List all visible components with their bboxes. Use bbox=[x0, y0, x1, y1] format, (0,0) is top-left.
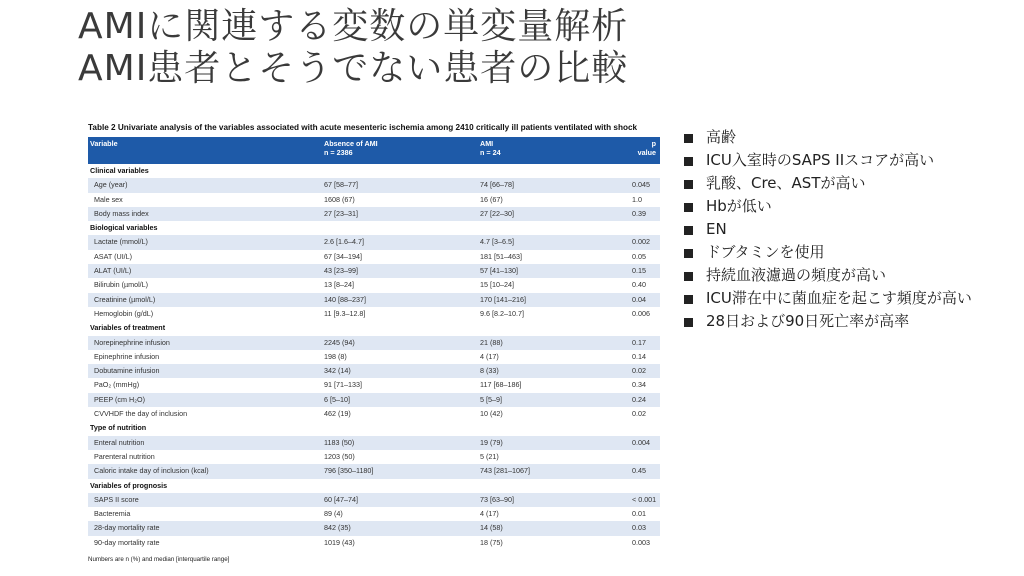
cell-ami: 8 (33) bbox=[478, 364, 630, 378]
cell-variable: ALAT (UI/L) bbox=[88, 264, 322, 278]
bullet-text: 乳酸、Cre、ASTが高い bbox=[706, 174, 866, 192]
bullet-item bbox=[684, 287, 1014, 310]
square-bullet-icon bbox=[684, 226, 693, 235]
table-row bbox=[88, 493, 660, 507]
cell-variable: Enteral nutrition bbox=[88, 436, 322, 450]
table-section-row bbox=[88, 164, 660, 178]
cell-ami: 4 (17) bbox=[480, 509, 499, 519]
table-row bbox=[88, 250, 660, 264]
cell-variable: 90-day mortality rate bbox=[94, 537, 160, 547]
cell-variable: ASAT (UI/L) bbox=[94, 251, 133, 261]
cell-ami: 4 (17) bbox=[480, 351, 499, 361]
bullet-item bbox=[684, 218, 1014, 241]
table-section-row bbox=[88, 321, 660, 335]
cell-variable: Creatinine (µmol/L) bbox=[88, 293, 322, 307]
bullet-item bbox=[684, 241, 1014, 264]
bullet-text: 28日および90日死亡率が高率 bbox=[706, 312, 910, 330]
univariate-table bbox=[88, 137, 660, 550]
cell-ami: 9.6 [8.2–10.7] bbox=[480, 308, 524, 318]
cell-pvalue: 0.01 bbox=[632, 509, 646, 519]
table-row bbox=[88, 207, 660, 221]
cell-pvalue: 0.40 bbox=[632, 280, 646, 290]
slide-title-line-1: AMIに関連する変数の単変量解析 bbox=[78, 6, 629, 47]
cell-pvalue: 0.05 bbox=[632, 251, 646, 261]
table-row bbox=[88, 450, 660, 464]
cell-variable: Norepinephrine infusion bbox=[88, 336, 322, 350]
cell-ami: 21 (88) bbox=[478, 336, 630, 350]
cell-pvalue: 0.04 bbox=[630, 293, 660, 307]
cell-ami: 4.7 [3–6.5] bbox=[478, 235, 630, 249]
cell-ami: 181 [51–463] bbox=[480, 251, 522, 261]
cell-ami: 74 [66–78] bbox=[478, 178, 630, 192]
table-row bbox=[88, 436, 660, 450]
cell-absence-ami: 67 [34–194] bbox=[324, 251, 362, 261]
cell-variable: PEEP (cm H₂O) bbox=[88, 393, 322, 407]
cell-variable: Hemoglobin (g/dL) bbox=[94, 308, 154, 318]
bullet-item bbox=[684, 195, 1014, 218]
bullet-item bbox=[684, 310, 1014, 333]
bullet-item bbox=[684, 149, 1014, 172]
table-row bbox=[88, 364, 660, 378]
table-row bbox=[88, 235, 660, 249]
cell-variable: PaO₂ (mmHg) bbox=[94, 380, 140, 390]
cell-pvalue: 0.02 bbox=[630, 364, 660, 378]
table-body bbox=[88, 164, 660, 550]
square-bullet-icon bbox=[684, 157, 693, 166]
cell-absence-ami: 342 (14) bbox=[322, 364, 478, 378]
cell-variable: SAPS II score bbox=[88, 493, 322, 507]
cell-absence-ami: 198 (8) bbox=[324, 351, 347, 361]
table-row bbox=[88, 264, 660, 278]
cell-pvalue: 0.02 bbox=[632, 409, 646, 419]
cell-variable: Caloric intake day of inclusion (kcal) bbox=[88, 464, 322, 478]
table-row bbox=[88, 393, 660, 407]
cell-absence-ami: 1203 (50) bbox=[324, 451, 355, 461]
header-ami-n: n = 24 bbox=[480, 148, 501, 157]
cell-absence-ami: 67 [58–77] bbox=[322, 178, 478, 192]
cell-absence-ami: 91 [71–133] bbox=[324, 380, 362, 390]
header-ami bbox=[478, 137, 630, 164]
cell-pvalue: 0.004 bbox=[630, 436, 660, 450]
cell-absence-ami: 462 (19) bbox=[324, 409, 351, 419]
cell-absence-ami: 60 [47–74] bbox=[322, 493, 478, 507]
cell-ami: 15 [10–24] bbox=[480, 280, 514, 290]
square-bullet-icon bbox=[684, 295, 693, 304]
cell-variable: CVVHDF the day of inclusion bbox=[94, 409, 188, 419]
header-absence-n: n = 2386 bbox=[324, 148, 353, 157]
table-header-row bbox=[88, 137, 660, 164]
bullet-text: ドブタミンを使用 bbox=[706, 243, 825, 261]
table-row bbox=[88, 521, 660, 535]
bullet-item bbox=[684, 264, 1014, 287]
cell-absence-ami: 1608 (67) bbox=[324, 194, 355, 204]
table-row bbox=[88, 178, 660, 192]
cell-ami: 170 [141–216] bbox=[478, 293, 630, 307]
cell-ami: 18 (75) bbox=[480, 537, 503, 547]
cell-variable: Lactate (mmol/L) bbox=[88, 235, 322, 249]
cell-variable: Epinephrine infusion bbox=[94, 351, 160, 361]
bullet-text: ICU滞在中に菌血症を起こす頻度が高い bbox=[706, 289, 972, 307]
bullet-text: Hbが低い bbox=[706, 197, 772, 215]
cell-absence-ami: 27 [23–31] bbox=[322, 207, 478, 221]
cell-variable: Bilirubin (µmol/L) bbox=[94, 280, 149, 290]
cell-pvalue: 0.39 bbox=[630, 207, 660, 221]
cell-variable: 28-day mortality rate bbox=[88, 521, 322, 535]
cell-ami: 73 [63–90] bbox=[478, 493, 630, 507]
cell-ami: 5 [5–9] bbox=[478, 393, 630, 407]
table-row bbox=[88, 464, 660, 478]
square-bullet-icon bbox=[684, 249, 693, 258]
section-title: Type of nutrition bbox=[88, 421, 660, 435]
cell-pvalue: 1.0 bbox=[632, 194, 642, 204]
header-ami-label: AMI bbox=[480, 139, 494, 148]
cell-variable: Age (year) bbox=[88, 178, 322, 192]
cell-ami: 5 (21) bbox=[480, 451, 499, 461]
cell-pvalue: 0.003 bbox=[632, 537, 650, 547]
table-footnote: Numbers are n (%) and median [interquartile range] bbox=[88, 556, 230, 564]
slide-title-line-2: AMI患者とそうでない患者の比較 bbox=[78, 48, 629, 89]
header-absence-label: Absence of AMI bbox=[324, 139, 378, 148]
table-row bbox=[88, 536, 660, 550]
cell-absence-ami: 2.6 [1.6–4.7] bbox=[322, 235, 478, 249]
cell-absence-ami: 89 (4) bbox=[324, 509, 343, 519]
cell-pvalue: 0.24 bbox=[630, 393, 660, 407]
cell-ami: 27 [22–30] bbox=[478, 207, 630, 221]
cell-pvalue: 0.045 bbox=[630, 178, 660, 192]
bullet-item bbox=[684, 126, 1014, 149]
cell-pvalue: 0.14 bbox=[632, 351, 646, 361]
bullet-text: 持続血液濾過の頻度が高い bbox=[706, 266, 887, 284]
header-absence-ami bbox=[322, 137, 478, 164]
header-pvalue: p value bbox=[630, 137, 660, 164]
cell-ami: 14 (58) bbox=[478, 521, 630, 535]
cell-absence-ami: 796 [350–1180] bbox=[322, 464, 478, 478]
cell-ami: 19 (79) bbox=[478, 436, 630, 450]
table-row bbox=[88, 336, 660, 350]
table-row bbox=[88, 407, 660, 421]
cell-pvalue bbox=[630, 450, 660, 464]
table-row bbox=[88, 293, 660, 307]
cell-absence-ami: 1183 (50) bbox=[322, 436, 478, 450]
square-bullet-icon bbox=[684, 180, 693, 189]
study-table bbox=[88, 122, 660, 564]
table-row bbox=[88, 507, 660, 521]
section-title: Variables of treatment bbox=[88, 321, 660, 335]
bullet-text: ICU入室時のSAPS IIスコアが高い bbox=[706, 151, 935, 169]
section-title: Clinical variables bbox=[88, 164, 660, 178]
cell-absence-ami: 6 [5–10] bbox=[322, 393, 478, 407]
section-title: Biological variables bbox=[88, 221, 660, 235]
cell-pvalue: 0.03 bbox=[630, 521, 660, 535]
cell-ami: 743 [281–1067] bbox=[478, 464, 630, 478]
cell-variable: Body mass index bbox=[88, 207, 322, 221]
table-section-row bbox=[88, 221, 660, 235]
square-bullet-icon bbox=[684, 272, 693, 281]
cell-pvalue: 0.17 bbox=[630, 336, 660, 350]
findings-bullet-list bbox=[684, 126, 1014, 333]
cell-pvalue: 0.45 bbox=[630, 464, 660, 478]
cell-absence-ami: 2245 (94) bbox=[322, 336, 478, 350]
table-row bbox=[88, 193, 660, 207]
cell-absence-ami: 842 (35) bbox=[322, 521, 478, 535]
cell-absence-ami: 13 [8–24] bbox=[324, 280, 354, 290]
cell-absence-ami: 1019 (43) bbox=[324, 537, 355, 547]
cell-variable: Male sex bbox=[94, 194, 123, 204]
table-caption: Table 2 Univariate analysis of the variables associated with acute mesenteric ischemia among 2410 critically ill patients ventilated with shock bbox=[88, 123, 638, 132]
cell-pvalue: 0.34 bbox=[632, 380, 646, 390]
cell-ami: 57 [41–130] bbox=[478, 264, 630, 278]
table-row bbox=[88, 307, 660, 321]
header-variable: Variable bbox=[88, 137, 322, 164]
cell-absence-ami: 11 [9.3–12.8] bbox=[324, 308, 366, 318]
square-bullet-icon bbox=[684, 318, 693, 327]
cell-variable: Parenteral nutrition bbox=[94, 451, 155, 461]
table-row bbox=[88, 278, 660, 292]
square-bullet-icon bbox=[684, 203, 693, 212]
cell-ami: 10 (42) bbox=[480, 409, 503, 419]
cell-pvalue: 0.002 bbox=[630, 235, 660, 249]
table-section-row bbox=[88, 479, 660, 493]
square-bullet-icon bbox=[684, 134, 693, 143]
cell-pvalue: 0.006 bbox=[632, 308, 650, 318]
table-row bbox=[88, 378, 660, 392]
cell-absence-ami: 140 [88–237] bbox=[322, 293, 478, 307]
cell-ami: 16 (67) bbox=[480, 194, 503, 204]
cell-absence-ami: 43 [23–99] bbox=[322, 264, 478, 278]
table-row bbox=[88, 350, 660, 364]
cell-pvalue: < 0.001 bbox=[630, 493, 660, 507]
bullet-item bbox=[684, 172, 1014, 195]
cell-variable: Dobutamine infusion bbox=[88, 364, 322, 378]
cell-ami: 117 [68–186] bbox=[480, 380, 522, 390]
table-section-row bbox=[88, 421, 660, 435]
bullet-text: EN bbox=[706, 220, 727, 238]
cell-variable: Bacteremia bbox=[94, 509, 131, 519]
slide-title bbox=[78, 6, 628, 90]
cell-pvalue: 0.15 bbox=[630, 264, 660, 278]
section-title: Variables of prognosis bbox=[88, 479, 660, 493]
bullet-text: 高齢 bbox=[706, 128, 737, 146]
